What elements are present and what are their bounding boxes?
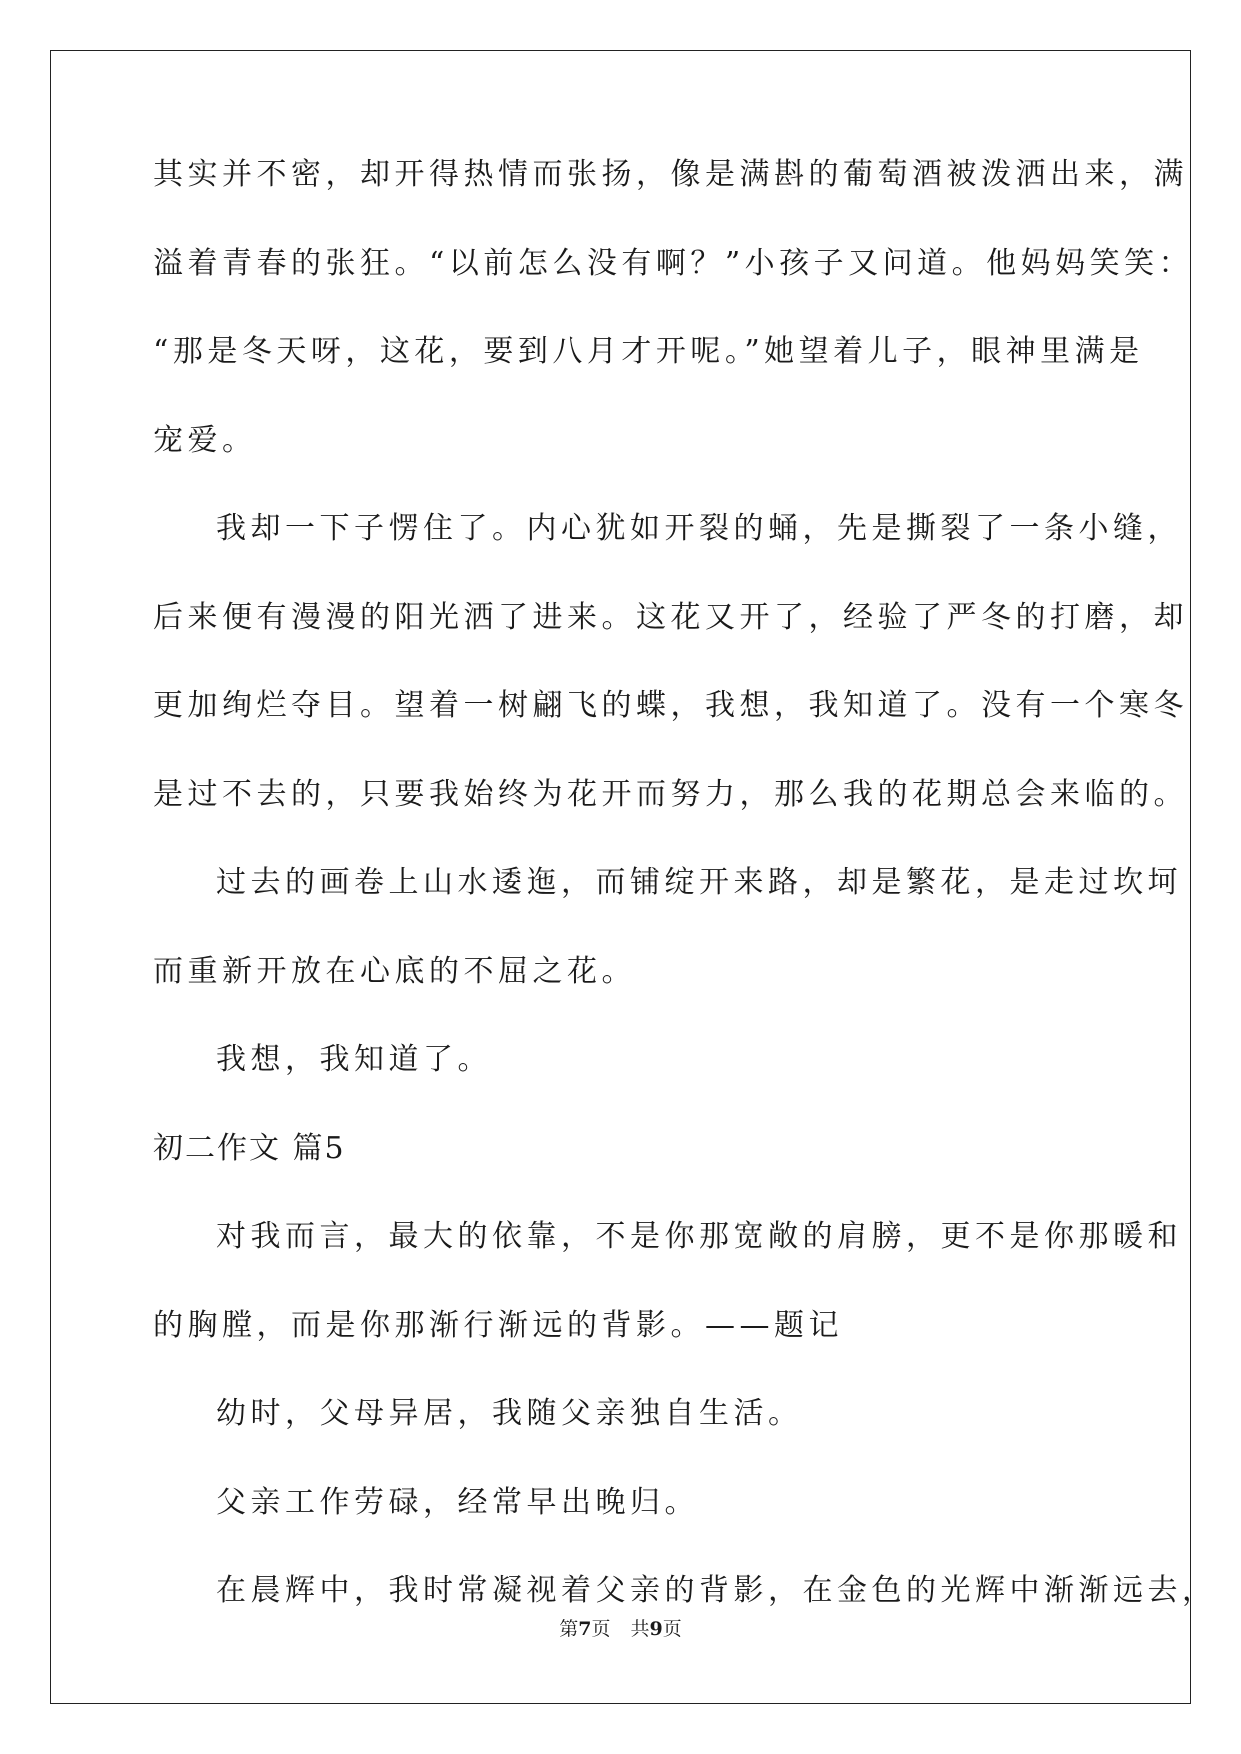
total-suffix: 页 (662, 1618, 682, 1640)
text-line: 我想，我知道了。 (216, 1042, 492, 1077)
section-heading: 初二作文 篇5 (153, 1130, 346, 1166)
page-footer (0, 1618, 1241, 1640)
page-prefix: 第 (559, 1618, 579, 1640)
text-line: 其实并不密，却开得热情而张扬，像是满斟的葡萄酒被泼洒出来，满 (153, 157, 1188, 192)
text-line: 对我而言，最大的依靠，不是你那宽敞的肩膀，更不是你那暖和 (216, 1219, 1182, 1254)
text-line: 更加绚烂夺目。望着一树翩飞的蝶，我想，我知道了。没有一个寒冬 (153, 688, 1188, 723)
text-line: 宠爱。 (153, 422, 257, 458)
page-suffix: 页 (591, 1618, 611, 1640)
total-prefix: 共 (630, 1618, 650, 1640)
current-page-number: 7 (578, 1618, 592, 1640)
total-page-number: 9 (649, 1618, 663, 1640)
text-line: “那是冬天呀，这花，要到八月才开呢。”她望着儿子，眼神里满是 (153, 334, 1144, 369)
text-line: 过去的画卷上山水逶迤，而铺绽开来路，却是繁花，是走过坎坷 (216, 865, 1182, 900)
text-line: 父亲工作劳碌，经常早出晚归。 (216, 1484, 699, 1520)
text-line: 的胸膛，而是你那渐行渐远的背影。——题记 (153, 1307, 843, 1343)
text-line: 在晨辉中，我时常凝视着父亲的背影，在金色的光辉中渐渐远去， (216, 1573, 1217, 1608)
text-line: 而重新开放在心底的不屈之花。 (153, 953, 636, 989)
text-line: 后来便有漫漫的阳光洒了进来。这花又开了，经验了严冬的打磨，却 (153, 599, 1188, 635)
document-body (153, 157, 1217, 1665)
text-line: 是过不去的，只要我始终为花开而努力，那么我的花期总会来临的。 (153, 776, 1188, 812)
text-line: 溢着青春的张狂。“以前怎么没有啊？”小孩子又问道。他妈妈笑笑： (153, 245, 1194, 281)
text-line: 幼时，父母异居，我随父亲独自生活。 (216, 1396, 803, 1431)
text-line: 我却一下子愣住了。内心犹如开裂的蛹，先是撕裂了一条小缝， (216, 511, 1182, 546)
